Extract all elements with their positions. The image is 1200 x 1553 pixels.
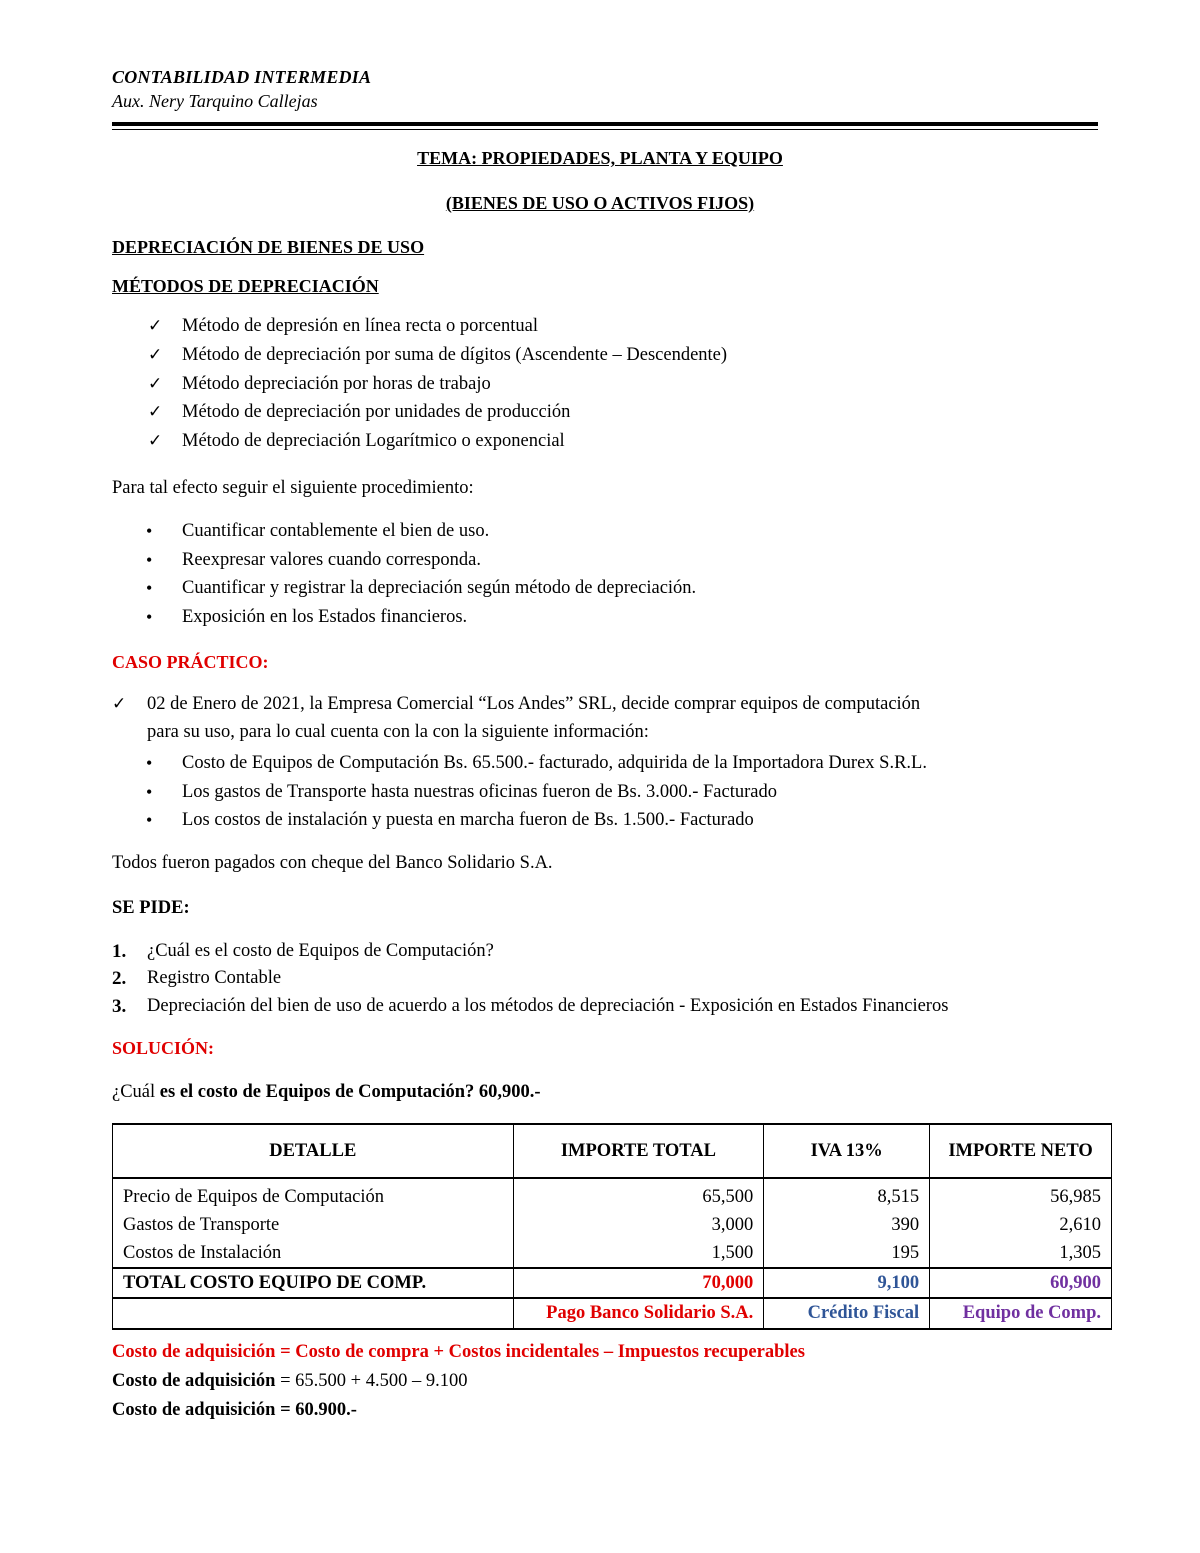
table-row — [113, 1178, 1112, 1211]
list-item: Método depreciación por horas de trabajo — [182, 374, 491, 394]
bullet-icon: • — [146, 521, 153, 541]
solution-heading: SOLUCIÓN: — [112, 1038, 215, 1058]
bullet-icon: • — [146, 782, 153, 802]
list-item: Registro Contable — [147, 968, 282, 988]
cell-detalle: Gastos de Transporte — [113, 1211, 514, 1239]
list-item: Los costos de instalación y puesta en marcha fueron de Bs. 1.500.- Facturado — [182, 810, 754, 830]
footer-empty — [113, 1298, 514, 1329]
payment-note: Todos fueron pagados con cheque del Banco Solidario S.A. — [112, 853, 553, 873]
course-title: CONTABILIDAD INTERMEDIA — [112, 67, 372, 87]
cell-iva: 390 — [764, 1211, 930, 1239]
cell-total: 1,500 — [513, 1239, 764, 1268]
question-rest: es el costo de Equipos de Computación? 60,900.- — [155, 1082, 541, 1102]
table-footer-row — [113, 1298, 1112, 1329]
list-item: Depreciación del bien de uso de acuerdo a los métodos de depreciación - Exposición en Estados Financieros — [147, 996, 949, 1016]
list-item: Cuantificar contablemente el bien de uso. — [182, 521, 490, 541]
cell-iva: 8,515 — [764, 1178, 930, 1211]
header-importe-neto: IMPORTE NETO — [930, 1124, 1112, 1178]
check-icon: ✓ — [148, 374, 163, 393]
check-icon: ✓ — [148, 431, 163, 450]
list-number: 1. — [112, 941, 127, 962]
footer-credito: Crédito Fiscal — [764, 1298, 930, 1329]
list-number: 2. — [112, 968, 127, 989]
total-importe: 70,000 — [513, 1268, 764, 1298]
cell-neto: 2,610 — [930, 1211, 1112, 1239]
check-icon: ✓ — [148, 316, 163, 335]
header-rule — [112, 122, 1098, 126]
cost-table — [112, 1123, 1112, 1330]
list-item: Los gastos de Transporte hasta nuestras oficinas fueron de Bs. 3.000.- Facturado — [182, 782, 777, 802]
bullet-icon: • — [146, 607, 153, 627]
check-icon: ✓ — [148, 345, 163, 364]
bullet-icon: • — [146, 810, 153, 830]
formula-calculation — [112, 1371, 467, 1392]
case-heading: CASO PRÁCTICO: — [112, 652, 269, 672]
solution-question — [112, 1082, 541, 1103]
question-prefix: ¿Cuál — [112, 1082, 156, 1102]
header-iva: IVA 13% — [764, 1124, 930, 1178]
check-icon: ✓ — [112, 694, 127, 713]
list-item: Costo de Equipos de Computación Bs. 65.500.- facturado, adquirida de la Importadora Durex S.R.L. — [182, 753, 927, 773]
topic-title: TEMA: PROPIEDADES, PLANTA Y EQUIPO — [417, 148, 783, 168]
list-item: Método de depreciación Logarítmico o exponencial — [182, 431, 565, 451]
list-item: Reexpresar valores cuando corresponda. — [182, 550, 481, 570]
bullet-icon: • — [146, 550, 153, 570]
header-rule-thin — [112, 129, 1098, 130]
case-intro-line2: para su uso, para lo cual cuenta con la con la siguiente información: — [147, 722, 649, 742]
cell-total: 65,500 — [513, 1178, 764, 1211]
list-item: ¿Cuál es el costo de Equipos de Computación? — [147, 941, 494, 961]
table-total-row — [113, 1268, 1112, 1298]
cell-total: 3,000 — [513, 1211, 764, 1239]
procedure-intro: Para tal efecto seguir el siguiente procedimiento: — [112, 478, 474, 498]
list-item: Exposición en los Estados financieros. — [182, 607, 468, 627]
cell-detalle: Precio de Equipos de Computación — [113, 1178, 514, 1211]
list-item: Método de depreciación por unidades de producción — [182, 402, 571, 422]
footer-equipo: Equipo de Comp. — [930, 1298, 1112, 1329]
list-item: Cuantificar y registrar la depreciación según método de depreciación. — [182, 578, 697, 598]
header-importe-total: IMPORTE TOTAL — [513, 1124, 764, 1178]
se-pide-heading: SE PIDE: — [112, 898, 190, 918]
total-iva: 9,100 — [764, 1268, 930, 1298]
formula-values: = 65.500 + 4.500 – 9.100 — [275, 1371, 468, 1391]
bullet-icon: • — [146, 753, 153, 773]
author-name: Aux. Nery Tarquino Callejas — [112, 91, 318, 111]
total-label: TOTAL COSTO EQUIPO DE COMP. — [113, 1268, 514, 1298]
table-row — [113, 1239, 1112, 1268]
table-header-row — [113, 1124, 1112, 1178]
check-icon: ✓ — [148, 402, 163, 421]
list-item: Método de depreciación por suma de dígitos (Ascendente – Descendente) — [182, 345, 728, 365]
formula-definition: Costo de adquisición = Costo de compra + Costos incidentales – Impuestos recuperables — [112, 1342, 805, 1362]
cell-neto: 1,305 — [930, 1239, 1112, 1268]
formula-label: Costo de adquisición — [112, 1371, 276, 1391]
header-detalle: DETALLE — [113, 1124, 514, 1178]
cell-iva: 195 — [764, 1239, 930, 1268]
section-heading-depreciacion: DEPRECIACIÓN DE BIENES DE USO — [112, 237, 425, 257]
cell-detalle: Costos de Instalación — [113, 1239, 514, 1268]
table-row — [113, 1211, 1112, 1239]
section-heading-metodos: MÉTODOS DE DEPRECIACIÓN — [112, 276, 379, 296]
topic-subtitle: (BIENES DE USO O ACTIVOS FIJOS) — [445, 193, 755, 213]
footer-payment: Pago Banco Solidario S.A. — [513, 1298, 764, 1329]
formula-result: Costo de adquisición = 60.900.- — [112, 1400, 357, 1420]
list-item: Método de depresión en línea recta o porcentual — [182, 316, 538, 336]
list-number: 3. — [112, 996, 127, 1017]
case-intro-line1: 02 de Enero de 2021, la Empresa Comercial “Los Andes” SRL, decide comprar equipos de computación — [147, 694, 921, 714]
cell-neto: 56,985 — [930, 1178, 1112, 1211]
total-neto: 60,900 — [930, 1268, 1112, 1298]
bullet-icon: • — [146, 578, 153, 598]
